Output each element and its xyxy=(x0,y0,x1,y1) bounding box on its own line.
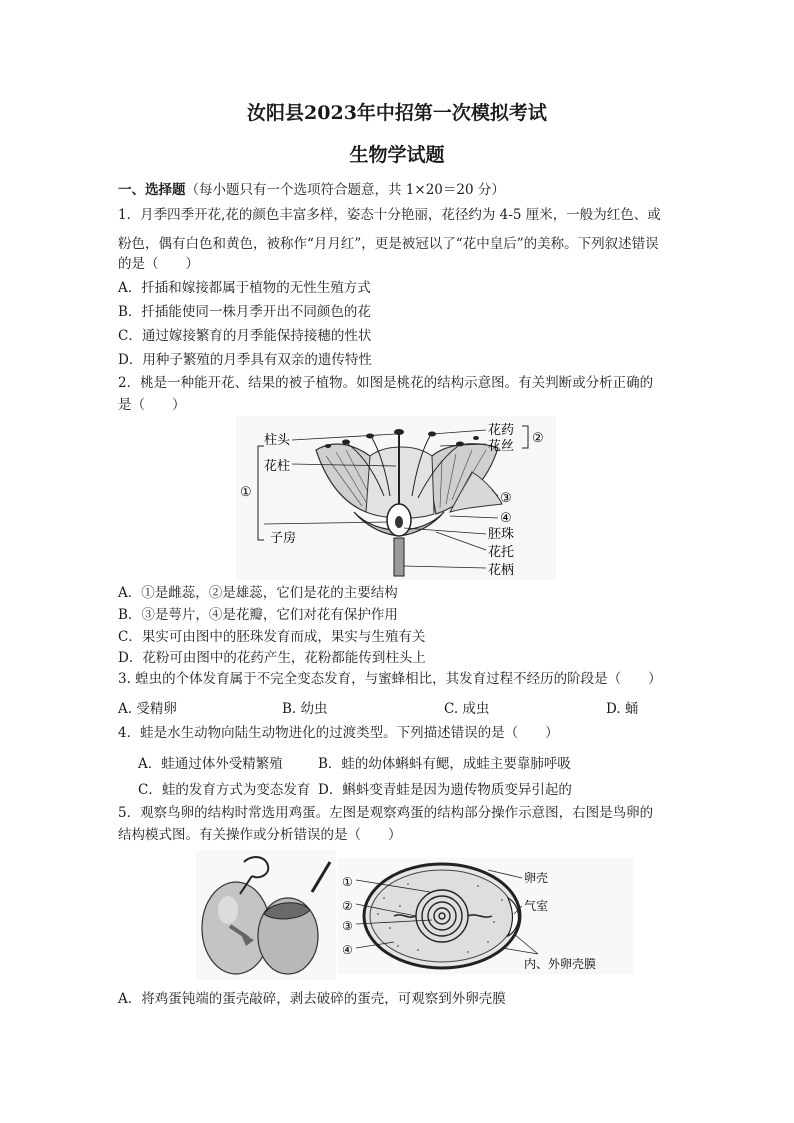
egg-label-air-chamber: 气室 xyxy=(524,899,549,913)
q5-line1: 5．观察鸟卵的结构时常选用鸡蛋。左图是观察鸡蛋的结构部分操作示意图，右图是鸟卵的 xyxy=(118,805,654,821)
q4-option-d: D．蝌蚪变青蛙是因为遗传物质变异引起的 xyxy=(318,782,572,798)
label-circle-4: ④ xyxy=(500,511,512,526)
label-circle-1: ① xyxy=(240,485,252,500)
exam-title: 汝阳县2023年中招第一次模拟考试 xyxy=(247,102,547,124)
q1-line1: 1．月季四季开花,花的颜色丰富多样，姿态十分艳丽，花径约为 4-5 厘米，一般为红色、或 xyxy=(118,207,661,223)
q3-stem: 3. 蝗虫的个体发育属于不完全变态发育，与蜜蜂相比，其发育过程不经历的阶段是（ ） xyxy=(118,671,662,687)
egg-label-circle-4: ④ xyxy=(342,943,353,957)
egg-label-shell: 卵壳 xyxy=(524,871,549,885)
q1-line2: 粉色，偶有白色和黄色，被称作“月月红”，更是被冠以了“花中皇后”的美称。下列叙述错误 xyxy=(118,236,659,252)
egg-label-circle-3: ③ xyxy=(342,919,353,933)
q4-option-b: B．蛙的幼体蝌蚪有鳃，成蛙主要靠肺呼吸 xyxy=(318,756,571,772)
egg-operation-figure xyxy=(196,850,336,980)
egg-label-circle-1: ① xyxy=(342,875,353,889)
label-ovary: 子房 xyxy=(270,531,297,546)
q1-option-c: C．通过嫁接繁育的月季能保持接穗的性状 xyxy=(118,328,372,344)
q5-line2: 结构模式图。有关操作或分析错误的是（ ） xyxy=(118,827,402,843)
peach-flower-diagram xyxy=(236,416,556,580)
q1-line3: 的是（ ） xyxy=(118,256,199,272)
q1-option-a: A．扦插和嫁接都属于植物的无性生殖方式 xyxy=(118,280,371,296)
exam-subtitle: 生物学试题 xyxy=(349,144,445,166)
q3-option-d: D. 蛹 xyxy=(606,701,639,717)
q2-option-c: C．果实可由图中的胚珠发育而成，果实与生殖有关 xyxy=(118,629,426,645)
label-circle-3: ③ xyxy=(500,491,512,506)
section-heading-line xyxy=(118,181,505,199)
q1-option-b: B．扦插能使同一株月季开出不同颜色的花 xyxy=(118,304,371,320)
q1-option-d: D．用种子繁殖的月季具有双亲的遗传特性 xyxy=(118,352,372,368)
q4-option-a: A．蛙通过体外受精繁殖 xyxy=(138,756,283,772)
egg-label-circle-2: ② xyxy=(342,899,353,913)
label-style: 花柱 xyxy=(264,459,291,474)
q4-option-c: C．蛙的发育方式为变态发育 xyxy=(138,782,311,798)
label-anther: 花药 xyxy=(488,423,515,438)
label-pedicel: 花柄 xyxy=(488,563,515,578)
q5-option-a: A．将鸡蛋钝端的蛋壳敲碎，剥去破碎的蛋壳，可观察到外卵壳膜 xyxy=(118,991,506,1007)
section-heading: 一、选择题 xyxy=(118,182,186,198)
q2-option-b: B．③是萼片，④是花瓣，它们对花有保护作用 xyxy=(118,607,398,623)
label-circle-2: ② xyxy=(532,431,544,446)
label-ovule: 胚珠 xyxy=(488,527,515,542)
label-stigma: 柱头 xyxy=(264,433,291,448)
q2-option-a: A．①是雌蕊，②是雄蕊，它们是花的主要结构 xyxy=(118,585,398,601)
q3-option-c: C. 成虫 xyxy=(444,701,490,717)
q2-line2: 是（ ） xyxy=(118,397,186,413)
bird-egg-structure-diagram xyxy=(338,858,634,974)
q3-option-b: B. 幼虫 xyxy=(282,701,328,717)
q4-stem: 4．蛙是水生动物向陆生动物进化的过渡类型。下列描述错误的是（ ） xyxy=(118,725,559,741)
q3-option-a: A. 受精卵 xyxy=(118,701,177,717)
egg-label-shell-membranes: 内、外卵壳膜 xyxy=(524,957,597,971)
section-note: （每小题只有一个选项符合题意，共 1×20＝20 分） xyxy=(185,182,505,198)
label-filament: 花丝 xyxy=(488,439,515,454)
label-receptacle: 花托 xyxy=(488,545,515,560)
q2-line1: 2．桃是一种能开花、结果的被子植物。如图是桃花的结构示意图。有关判断或分析正确的 xyxy=(118,375,654,391)
q2-option-d: D．花粉可由图中的花药产生，花粉都能传到柱头上 xyxy=(118,650,426,666)
